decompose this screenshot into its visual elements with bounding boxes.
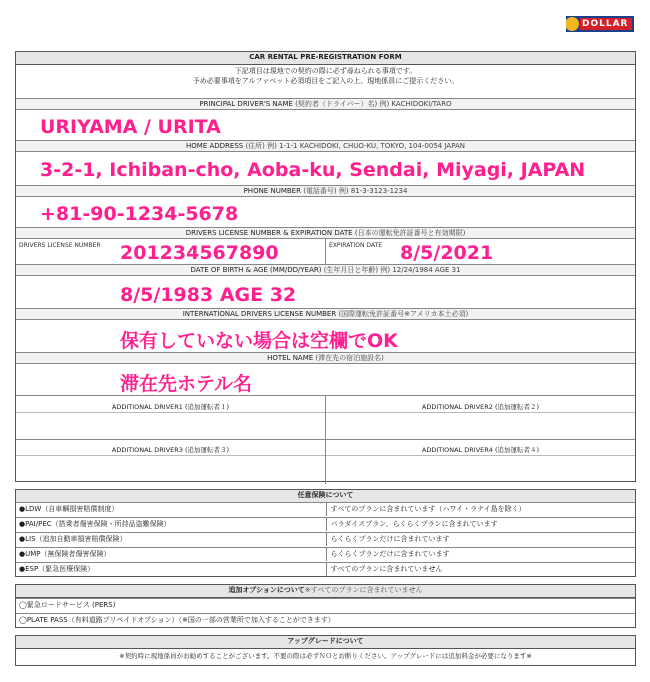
form-title: CAR RENTAL PRE-REGISTRATION FORM bbox=[16, 52, 635, 65]
home-address-label: HOME ADDRESS (住所) 例) 1-1-1 KACHIDOKI, CHUO-KU, TOKYO, 104-0054 JAPAN bbox=[16, 140, 635, 152]
insurance-row: ●PAI/PEC（搭乗者傷害保険・所持品盗難保険） パラダイスプラン、らくらくプランに含まれています bbox=[16, 517, 635, 518]
upgrade-note: ※契約時に現地係員がお勧めすることがございます。不要の際は必ずＮＯとお断りください。アップグレードには追加料金が必要になります※ bbox=[119, 652, 532, 660]
dollar-logo bbox=[566, 14, 634, 34]
upgrade-header: アップグレードについて bbox=[16, 636, 635, 649]
date-of-birth-value[interactable]: 8/5/1983 AGE 32 bbox=[120, 284, 297, 306]
insurance-row: ●LDW（自車輌損害賠償制度） すべてのプランに含まれています（ハワイ・ラナイ島を除く） bbox=[16, 502, 635, 503]
insurance-row: ●UMP（無保険者傷害保険） らくらくプランだけに含まれています bbox=[16, 547, 635, 548]
options-section bbox=[15, 584, 636, 628]
principal-name-label: PRINCIPAL DRIVER'S NAME (契約者（ドライバー）名) 例) KACHIDOKI/TARO bbox=[16, 98, 635, 110]
hotel-name-value[interactable]: 滞在先ホテル名 bbox=[120, 373, 253, 395]
expiration-date-value[interactable]: 8/5/2021 bbox=[400, 242, 494, 264]
additional-driver-3-label: ADDITIONAL DRIVER3 (追加運転者３) bbox=[111, 446, 230, 454]
hotel-name-label: HOTEL NAME (滞在先の宿泊施設名) bbox=[16, 352, 635, 364]
phone-number-label: PHONE NUMBER (電話番号) 例) 81-3-3123-1234 bbox=[16, 185, 635, 197]
form-notes bbox=[16, 66, 635, 86]
principal-name-value[interactable]: URIYAMA / URITA bbox=[40, 116, 221, 138]
logo-text: DOLLAR bbox=[582, 19, 629, 29]
options-header: 追加オプションについて※すべてのプランに含まれていません bbox=[16, 585, 635, 598]
international-license-value[interactable]: 保有していない場合は空欄でOK bbox=[120, 330, 398, 352]
additional-driver-2-label: ADDITIONAL DRIVER2 (追加運転者２) bbox=[421, 403, 540, 411]
option-row[interactable]: ◯緊急ロードサービス (PERS) bbox=[16, 598, 635, 599]
upgrade-section bbox=[15, 635, 636, 666]
license-divider bbox=[325, 238, 326, 264]
expiration-date-sublabel: EXPIRATION DATE bbox=[329, 242, 383, 249]
insurance-row: ●ESP（緊急医療保険） すべてのプランに含まれていません bbox=[16, 562, 635, 563]
additional-drivers-grid bbox=[16, 395, 635, 484]
options-header-note: ※すべてのプランに含まれていません bbox=[304, 586, 423, 594]
insurance-header: 任意保険について bbox=[16, 490, 635, 503]
license-number-sublabel: DRIVERS LICENSE NUMBER bbox=[19, 242, 101, 249]
insurance-section bbox=[15, 489, 636, 577]
additional-driver-4-label: ADDITIONAL DRIVER4 (追加運転者４) bbox=[421, 446, 540, 454]
international-license-label: INTERNATIONAL DRIVERS LICENSE NUMBER (国際運転免許証番号※アメリカ本土必須) bbox=[16, 308, 635, 320]
home-address-value[interactable]: 3-2-1, Ichiban-cho, Aoba-ku, Sendai, Miyagi, JAPAN bbox=[40, 159, 586, 181]
note-2: 予め必要事項をアルファベット必須項目をご記入の上、現地係員にご提示ください。 bbox=[192, 77, 459, 85]
note-1: 下記項目は現地での契約の際に必ず尋ねられる事項です。 bbox=[234, 67, 417, 75]
option-row[interactable]: ◯PLATE PASS（有料道路プリペイドオプション）（※国の一部の営業所で加入することができます） bbox=[16, 613, 635, 614]
date-of-birth-label: DATE OF BIRTH & AGE (MM/DD/YEAR) (生年月日と年齢) 例) 12/24/1984 AGE 31 bbox=[16, 264, 635, 276]
additional-driver-1-label: ADDITIONAL DRIVER1 (追加運転者１) bbox=[111, 403, 230, 411]
license-number-value[interactable]: 201234567890 bbox=[120, 242, 279, 264]
phone-number-value[interactable]: +81-90-1234-5678 bbox=[40, 203, 239, 225]
insurance-row: ●LIS（追加自動車損害賠償保険） らくらくプランだけに含まれています bbox=[16, 532, 635, 533]
drivers-license-label: DRIVERS LICENSE NUMBER & EXPIRATION DATE (日本の運転免許証番号と有効期限) bbox=[16, 227, 635, 239]
registration-form bbox=[15, 51, 636, 482]
